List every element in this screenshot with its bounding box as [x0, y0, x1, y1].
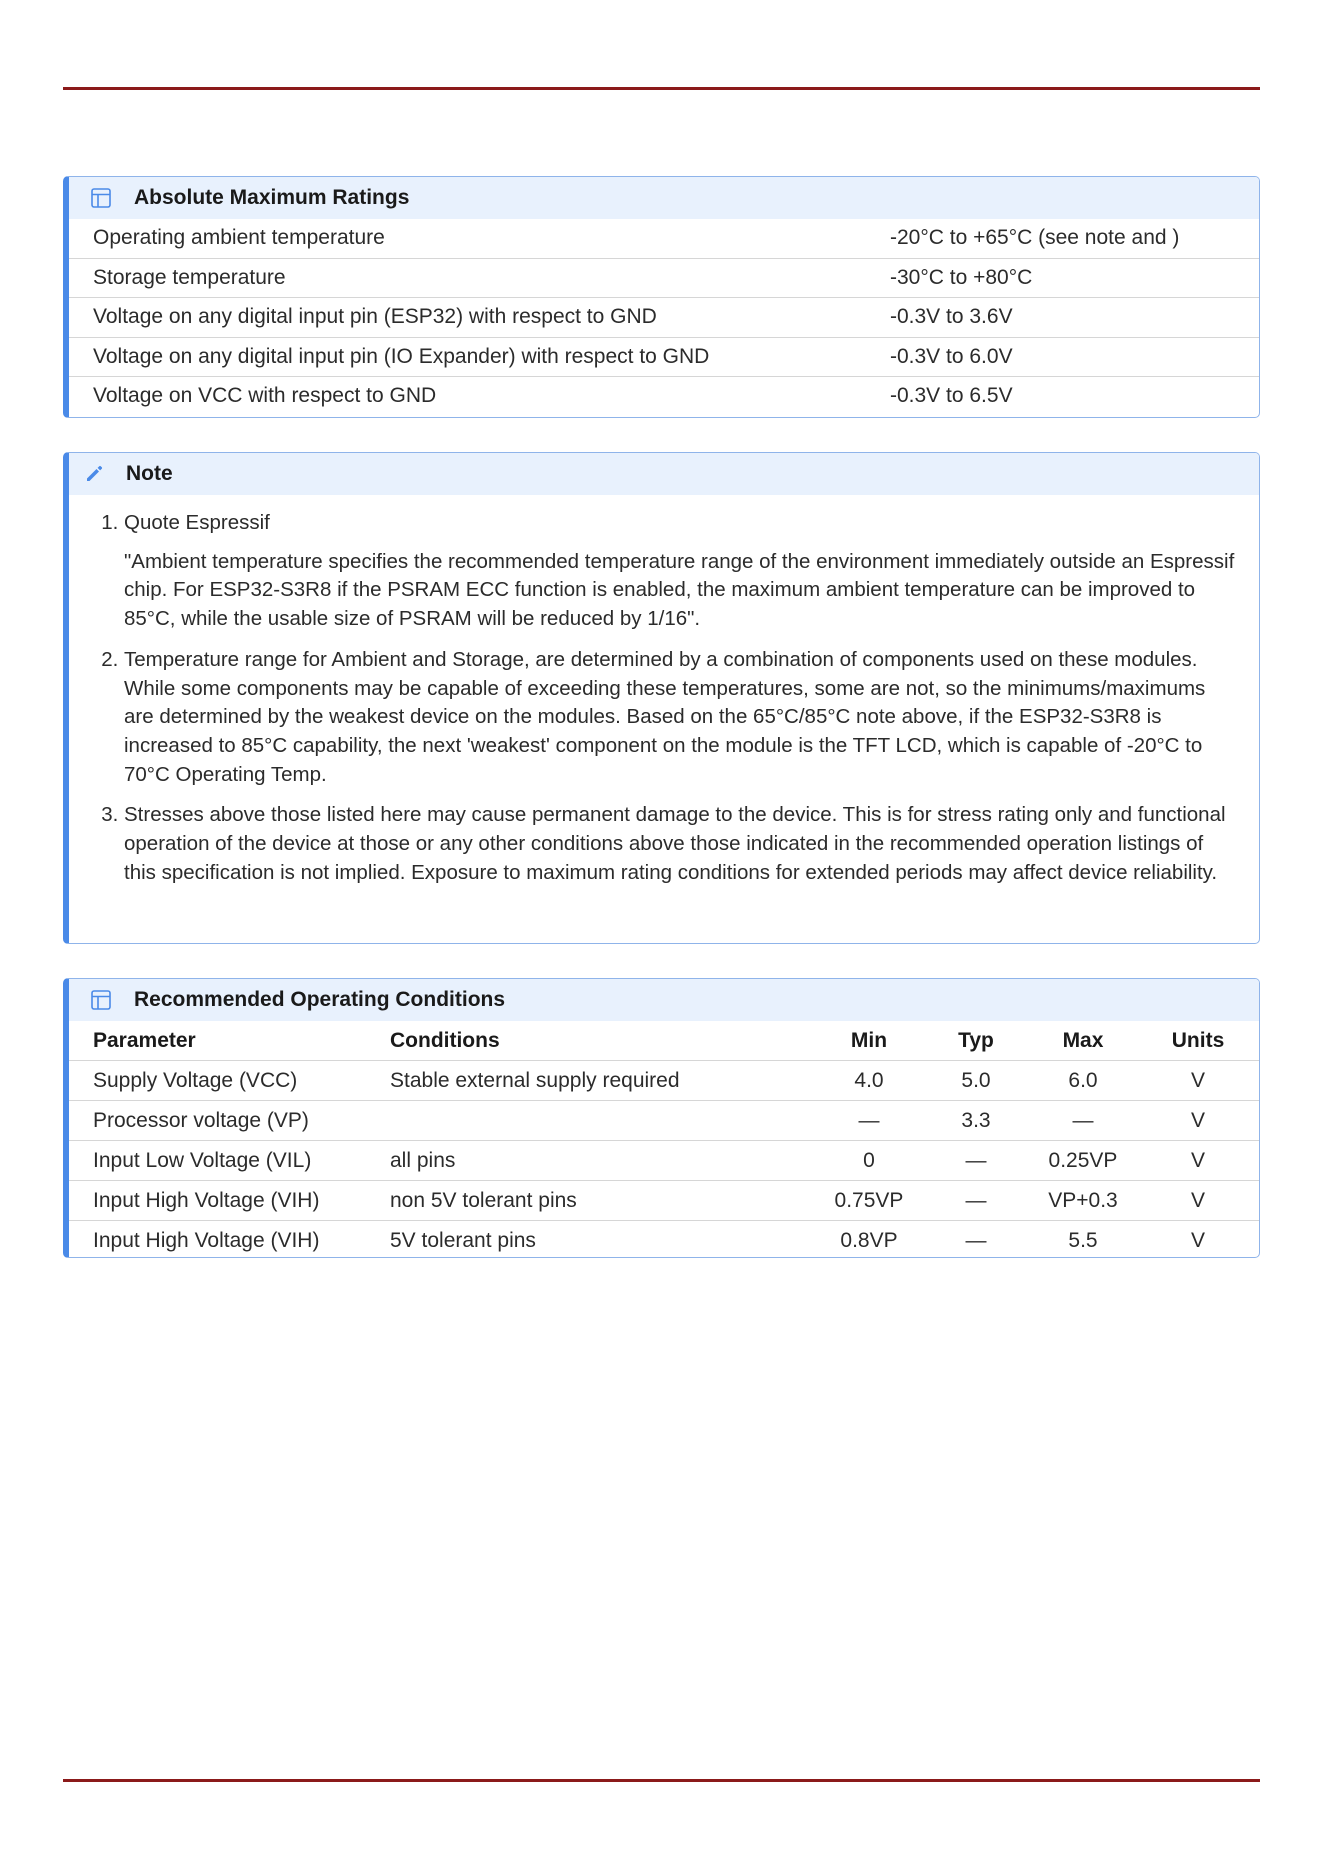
- conditions-cell: [390, 1101, 815, 1141]
- pencil-icon: [82, 462, 106, 486]
- value-cell: -20°C to +65°C (see note and ): [890, 219, 1259, 258]
- column-header: Min: [815, 1021, 923, 1061]
- typ-cell: 3.3: [923, 1101, 1029, 1141]
- typ-cell: —: [965, 1228, 987, 1252]
- ratings-table: [69, 219, 1259, 416]
- note-item: [124, 801, 1235, 887]
- note-body: [69, 495, 1259, 887]
- header-rule: [63, 87, 1260, 90]
- table-row: [69, 219, 1259, 258]
- max-cell: 6.0: [1029, 1061, 1137, 1101]
- parameter-cell: Input High Voltage (VIH): [69, 1181, 390, 1221]
- note-item-text: Quote Espressif: [124, 511, 270, 534]
- conditions-cell: all pins: [390, 1141, 815, 1181]
- note-item: [124, 509, 1235, 634]
- note-quote: "Ambient temperature specifies the recommended temperature range of the environment immediately outside an Espressif chip. For ESP32-S3R8 if the PSRAM ECC function is enabled, the maximum ambient temperature can be improved to 85°C, while the usable size of PSRAM will be reduced by 1/16".: [124, 549, 1235, 631]
- parameter-cell: Input High Voltage (VIH): [93, 1228, 320, 1252]
- parameter-cell: Storage temperature: [69, 258, 890, 298]
- typ-cell: —: [923, 1141, 1029, 1181]
- max-cell: VP+0.3: [1029, 1181, 1137, 1221]
- parameter-cell: Input Low Voltage (VIL): [69, 1141, 390, 1181]
- table-row: [69, 298, 1259, 338]
- max-cell: 5.5: [1068, 1228, 1098, 1252]
- column-header: Max: [1029, 1021, 1137, 1061]
- min-cell: —: [815, 1101, 923, 1141]
- note-item-text: Stresses above those listed here may cause permanent damage to the device. This is for stress rating only and functional operation of the device at those or any other conditions above those indicated in the recommended operation listings of this specification is not implied. Exposure to maximum rating conditions for extended periods may affect device reliability.: [124, 803, 1226, 884]
- table-row: [69, 1141, 1259, 1181]
- column-header: Parameter: [69, 1021, 390, 1061]
- table-row: [69, 337, 1259, 377]
- footer-rule: [63, 1779, 1260, 1782]
- parameter-cell: Processor voltage (VP): [69, 1101, 390, 1141]
- note-callout: [63, 452, 1260, 944]
- parameter-cell: Operating ambient temperature: [69, 219, 890, 258]
- units-cell: V: [1137, 1141, 1259, 1181]
- callout-title: Absolute Maximum Ratings: [134, 186, 410, 209]
- absolute-max-ratings-callout: [63, 176, 1260, 418]
- min-cell: 4.0: [815, 1061, 923, 1101]
- callout-header: [69, 979, 1259, 1021]
- table-row: [69, 1221, 1259, 1259]
- table-row: [69, 1101, 1259, 1141]
- callout-title: Note: [126, 462, 173, 485]
- value-cell: -30°C to +80°C: [890, 258, 1259, 298]
- column-header: Typ: [923, 1021, 1029, 1061]
- conditions-table: [69, 1021, 1259, 1258]
- column-header: Units: [1137, 1021, 1259, 1061]
- parameter-cell: Supply Voltage (VCC): [69, 1061, 390, 1101]
- value-cell: -0.3V to 6.5V: [890, 384, 1013, 408]
- parameter-cell: Voltage on any digital input pin (ESP32) with respect to GND: [69, 298, 890, 338]
- min-cell: 0: [815, 1141, 923, 1181]
- table-icon: [89, 186, 113, 210]
- parameter-cell: Voltage on VCC with respect to GND: [93, 384, 437, 408]
- max-cell: 0.25VP: [1029, 1141, 1137, 1181]
- units-cell: V: [1137, 1061, 1259, 1101]
- column-header: Conditions: [390, 1021, 815, 1061]
- recommended-conditions-callout: [63, 978, 1260, 1258]
- note-item: [124, 646, 1235, 790]
- note-list: [93, 509, 1235, 887]
- note-item-text: Temperature range for Ambient and Storage, are determined by a combination of components used on these modules. While some components may be capable of exceeding these temperatures, some are not, so the minimums/maximums are determined by the weakest device on the modules. Based on the 65°C/85°C note above, if the ESP32-S3R8 is increased to 85°C capability, the next 'weakest' component on the module is the TFT LCD, which is capable of -20°C to 70°C Operating Temp.: [124, 647, 1206, 786]
- parameter-cell: Voltage on any digital input pin (IO Expander) with respect to GND: [69, 337, 890, 377]
- value-cell: -0.3V to 6.0V: [890, 337, 1259, 377]
- callout-title: Recommended Operating Conditions: [134, 988, 506, 1011]
- units-cell: V: [1137, 1181, 1259, 1221]
- typ-cell: —: [923, 1181, 1029, 1221]
- min-cell: 0.8VP: [840, 1228, 898, 1252]
- table-row: [69, 1061, 1259, 1101]
- conditions-cell: 5V tolerant pins: [390, 1228, 536, 1252]
- max-cell: —: [1029, 1101, 1137, 1141]
- units-cell: V: [1190, 1228, 1205, 1252]
- value-cell: -0.3V to 3.6V: [890, 298, 1259, 338]
- units-cell: V: [1137, 1101, 1259, 1141]
- callout-header: [69, 453, 1259, 495]
- table-header-row: [69, 1021, 1259, 1061]
- table-row: [69, 1181, 1259, 1221]
- table-row: [69, 258, 1259, 298]
- table-row: [69, 377, 1259, 416]
- callout-header: [69, 177, 1259, 219]
- conditions-cell: non 5V tolerant pins: [390, 1181, 815, 1221]
- table-icon: [89, 988, 113, 1012]
- conditions-cell: Stable external supply required: [390, 1061, 815, 1101]
- min-cell: 0.75VP: [815, 1181, 923, 1221]
- typ-cell: 5.0: [923, 1061, 1029, 1101]
